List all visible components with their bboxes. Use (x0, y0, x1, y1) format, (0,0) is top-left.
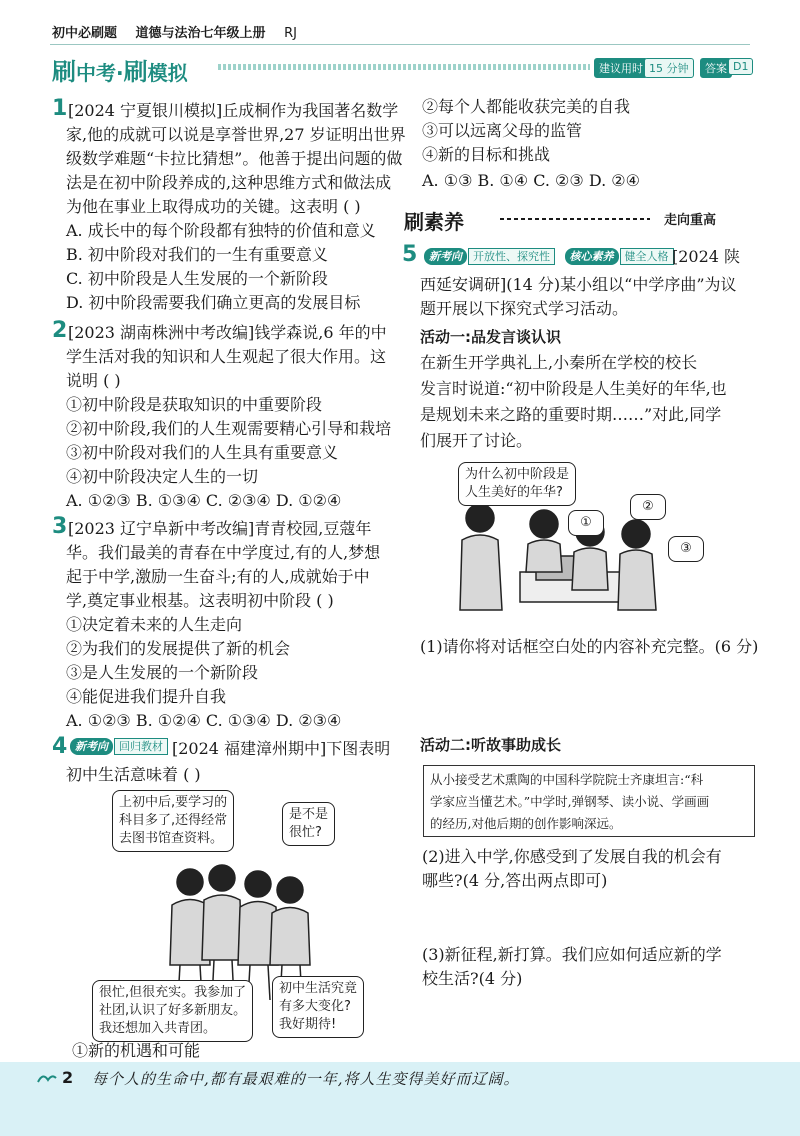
q3-item: ①决定着未来的人生走向 (66, 615, 243, 634)
q3-item: ②为我们的发展提供了新的机会 (66, 639, 291, 658)
q1-line: 法是在初中阶段养成的,这种思维方式和做法成 (66, 173, 392, 192)
bubble-line: 人生美好的年华? (465, 485, 563, 500)
bubble-line: 科目多了,还得经常 (119, 813, 228, 828)
answer-value: D1 (728, 58, 753, 75)
q3-line: 学,奠定事业根基。这表明初中阶段 ( ) (66, 591, 334, 610)
q3-number: 3 (52, 514, 68, 539)
q2-item: ①初中阶段是获取知识的中重要阶段 (66, 395, 323, 414)
banner-char-2: 中考· (76, 61, 124, 85)
bubble-line: 初中生活究竟 (279, 981, 358, 996)
q4-line: 初中生活意味着 ( ) (66, 765, 201, 784)
banner-char-1: 刷 (52, 58, 76, 86)
q5-para: 们展开了讨论。 (420, 431, 533, 450)
section-right-label: 走向重高 (664, 213, 717, 228)
sub-question-3: 校生活?(4 分) (422, 969, 523, 988)
q5-answer-bubble-1[interactable]: ① (568, 510, 604, 536)
q4-item: ②每个人都能收获完美的自我 (422, 97, 631, 116)
edition: RJ (284, 26, 297, 41)
bubble-line: 为什么初中阶段是 (465, 467, 570, 482)
q1-option-a: A. 成长中的每个阶段都有独特的价值和意义 (66, 221, 376, 240)
sub-question-2: 哪些?(4 分,答出两点即可) (422, 871, 608, 890)
q1-option-b: B. 初中阶段对我们的一生有重要意义 (66, 245, 328, 264)
q2-item: ④初中阶段决定人生的一切 (66, 467, 259, 486)
q5-badges (424, 248, 674, 264)
running-header (52, 22, 311, 41)
badge-new-trend: 新考向 (70, 738, 113, 755)
q3-item: ④能促进我们提升自我 (66, 687, 227, 706)
q1-line: 为他在事业上取得成功的关键。这表明 ( ) (66, 197, 361, 216)
series-name: 初中必刷题 (52, 26, 118, 41)
banner-char-4: 模拟 (147, 61, 188, 85)
sub-question-2: (2)进入中学,你感受到了发展自我的机会有 (422, 847, 722, 866)
q3-line: [2023 辽宁阜新中考改编]青青校园,豆蔻年 (68, 519, 372, 538)
bubble-line: 上初中后,要学习的 (119, 795, 228, 810)
bubble-line: 我好期待! (279, 1017, 337, 1032)
bubble-line: 社团,认识了好多新朋友。 (99, 1003, 247, 1018)
q5-line: 题开展以下探究式学习活动。 (420, 299, 629, 318)
story-line: 的经历,对他后期的创作影响深远。 (430, 816, 622, 831)
banner-char-3: 刷 (123, 58, 148, 86)
q2-item: ③初中阶段对我们的人生具有重要意义 (66, 443, 339, 462)
story-line: 从小接受艺术熏陶的中国科学院院士齐康坦言:“科 (430, 772, 704, 787)
q5-question-bubble (458, 462, 576, 506)
sub-question-3: (3)新征程,新打算。我们应如何适应新的学 (422, 945, 722, 964)
bubble-line: 很忙? (289, 825, 322, 840)
q1-line: [2024 宁夏银川模拟]丘成桐作为我国著名数学 (68, 101, 399, 120)
q2-line: [2023 湖南株洲中考改编]钱学森说,6 年的中 (68, 323, 387, 342)
activity-1-title: 活动一:品发言谈认识 (420, 328, 561, 346)
q4-item: ①新的机遇和可能 (72, 1041, 201, 1060)
q4-options: A. ①③ B. ①④ C. ②③ D. ②④ (422, 171, 640, 190)
section-title: 刷素养 (404, 210, 464, 234)
q4-bubble-1 (112, 790, 234, 852)
q4-bubble-2 (282, 802, 335, 846)
q5-number: 5 (402, 242, 418, 267)
q1-line: 级数学难题“卡拉比猜想”。他善于提出问题的做 (66, 149, 403, 168)
activity-2-title: 活动二:听故事助成长 (420, 736, 561, 754)
footer-wave-icon (36, 1068, 58, 1086)
q4-number: 4 (52, 734, 68, 759)
banner-dots (218, 64, 590, 70)
q5-line: 西延安调研](14 分)某小组以“中学序曲”为议 (420, 275, 737, 294)
header-rule (50, 44, 750, 45)
bubble-line: 去图书馆查资料。 (119, 831, 224, 846)
q1-option-d: D. 初中阶段需要我们确立更高的发展目标 (66, 293, 361, 312)
page-number: 2 (62, 1068, 74, 1087)
q3-options: A. ①②③ B. ①②④ C. ①③④ D. ②③④ (66, 711, 342, 730)
q2-options: A. ①②③ B. ①③④ C. ②③④ D. ①②④ (66, 491, 342, 510)
q5-answer-bubble-3[interactable]: ③ (668, 536, 704, 562)
badge-open: 开放性、探究性 (468, 248, 555, 265)
bubble-line: 是不是 (289, 807, 329, 822)
q4-item: ④新的目标和挑战 (422, 145, 551, 164)
sub-question-1: (1)请你将对话框空白处的内容补充完整。(6 分) (420, 637, 759, 656)
badge-personality: 健全人格 (620, 248, 674, 265)
footer-motto: 每个人的生命中,都有最艰难的一年,将人生变得美好而辽阔。 (92, 1070, 520, 1088)
bubble-line: 我还想加入共青团。 (99, 1021, 217, 1036)
time-label: 建议用时 (594, 58, 648, 78)
q5-para: 是规划未来之路的重要时期……”对此,同学 (420, 405, 722, 424)
q4-bubble-3 (92, 980, 253, 1042)
q5-para: 发言时说道:“初中阶段是人生美好的年华,也 (420, 379, 727, 398)
subject-name: 道德与法治七年级上册 (135, 26, 266, 41)
bubble-line: 有多大变化? (279, 999, 351, 1014)
answer-label: 答案 (700, 58, 732, 78)
q2-item: ②初中阶段,我们的人生观需要精心引导和栽培 (66, 419, 392, 438)
q2-line: 说明 ( ) (66, 371, 121, 390)
badge-new-trend: 新考向 (424, 248, 467, 265)
q3-line: 起于中学,激励一生奋斗;有的人,成就始于中 (66, 567, 370, 586)
q4-line: [2024 福建漳州期中]下图表明 (172, 739, 391, 758)
q5-answer-bubble-2[interactable]: ② (630, 494, 666, 520)
section-dash (500, 218, 650, 220)
q4-item: ③可以远离父母的监管 (422, 121, 583, 140)
q4-bubble-4 (272, 976, 364, 1038)
q1-number: 1 (52, 96, 68, 121)
badge-topic: 回归教材 (114, 738, 168, 755)
q1-line: 家,他的成就可以说是享誉世界,27 岁证明出世界 (66, 125, 406, 144)
q5-para: 在新生开学典礼上,小秦所在学校的校长 (420, 353, 698, 372)
bubble-line: 很忙,但很充实。我参加了 (99, 985, 247, 1000)
banner-title (52, 52, 188, 87)
q3-line: 华。我们最美的青春在中学度过,有的人,梦想 (66, 543, 381, 562)
q1-option-c: C. 初中阶段是人生发展的一个新阶段 (66, 269, 328, 288)
q3-item: ③是人生发展的一个新阶段 (66, 663, 259, 682)
q4-badge (70, 738, 168, 754)
badge-core: 核心素养 (565, 248, 619, 265)
time-value: 15 分钟 (644, 58, 694, 78)
q2-line: 学生活对我的知识和人生观起了很大作用。这 (66, 347, 387, 366)
q2-number: 2 (52, 318, 68, 343)
q5-line: [2024 陕 (672, 247, 741, 266)
story-line: 学家应当懂艺术。”中学时,弹钢琴、读小说、学画画 (430, 794, 710, 809)
